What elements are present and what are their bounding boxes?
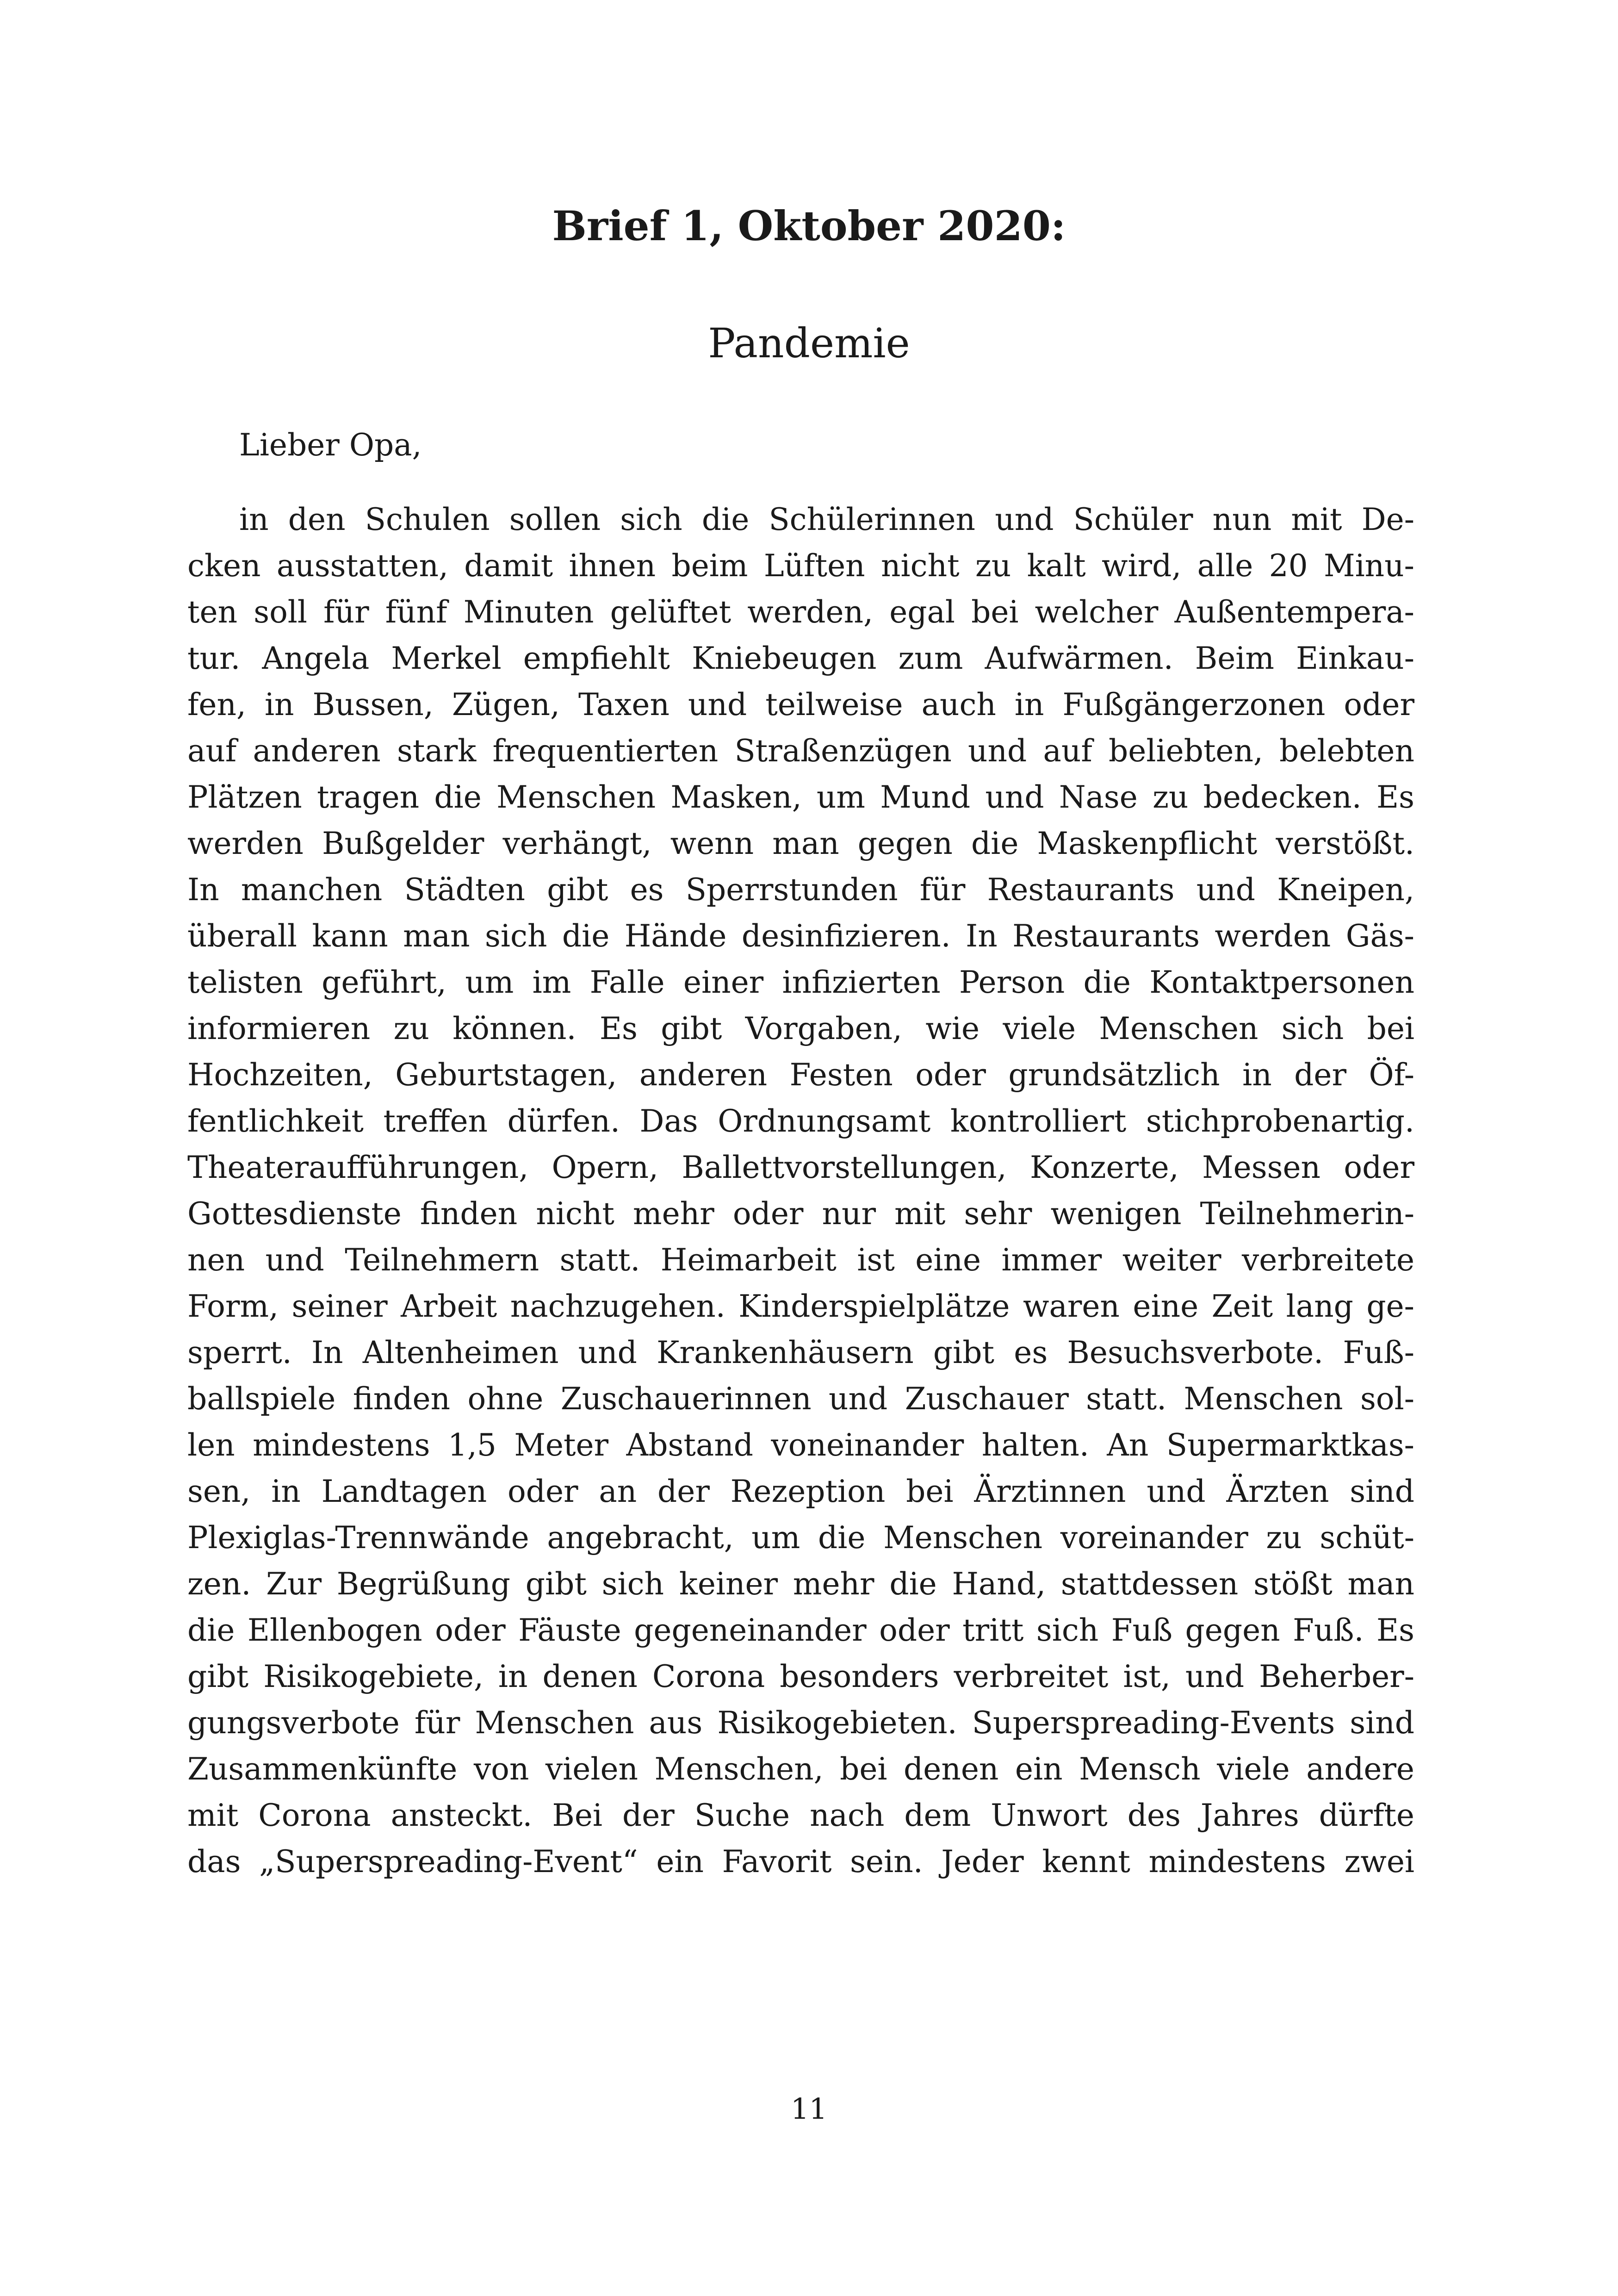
letter-subtitle: Pandemie xyxy=(708,319,910,367)
body-line: nen und Teilnehmern statt. Heimarbeit ist eine immer weiter verbreitete xyxy=(187,1242,1414,1278)
body-line: Plätzen tragen die Menschen Masken, um Mund und Nase zu bedecken. Es xyxy=(187,779,1414,815)
body-line: Gottesdienste finden nicht mehr oder nur mit sehr wenigen Teilnehmerin- xyxy=(187,1196,1414,1232)
body-line: die Ellenbogen oder Fäuste gegeneinander oder tritt sich Fuß gegen Fuß. Es xyxy=(187,1612,1414,1648)
body-line: in den Schulen sollen sich die Schülerinnen und Schüler nun mit De- xyxy=(239,502,1414,537)
salutation: Lieber Opa, xyxy=(239,427,422,463)
body-line: In manchen Städten gibt es Sperrstunden für Restaurants und Kneipen, xyxy=(187,872,1414,908)
body-line: sen, in Landtagen oder an der Rezeption bei Ärztinnen und Ärzten sind xyxy=(187,1474,1414,1509)
body-line: Theateraufführungen, Opern, Ballettvorstellungen, Konzerte, Messen oder xyxy=(187,1150,1414,1185)
body-line: tur. Angela Merkel empfiehlt Kniebeugen zum Aufwärmen. Beim Einkau- xyxy=(187,641,1414,676)
body-line: telisten geführt, um im Falle einer infizierten Person die Kontaktpersonen xyxy=(187,964,1414,1000)
body-line: cken ausstatten, damit ihnen beim Lüften nicht zu kalt wird, alle 20 Minu- xyxy=(187,548,1414,584)
body-line: zen. Zur Begrüßung gibt sich keiner mehr die Hand, stattdessen stößt man xyxy=(187,1566,1414,1602)
body-line: fentlichkeit treffen dürfen. Das Ordnungsamt kontrolliert stichprobenartig. xyxy=(187,1103,1414,1139)
body-line: ballspiele finden ohne Zuschauerinnen und Zuschauer statt. Menschen sol- xyxy=(187,1381,1414,1417)
body-line: gungsverbote für Menschen aus Risikogebieten. Superspreading-Events sind xyxy=(187,1705,1414,1741)
body-line: Plexiglas-Trennwände angebracht, um die Menschen voreinander zu schüt- xyxy=(187,1520,1414,1556)
body-paragraph xyxy=(187,497,1414,1885)
body-line: sperrt. In Altenheimen und Krankenhäusern gibt es Besuchsverbote. Fuß- xyxy=(187,1335,1414,1370)
body-line: gibt Risikogebiete, in denen Corona besonders verbreitet ist, und Beherber- xyxy=(187,1659,1414,1694)
letter-title: Brief 1, Oktober 2020: xyxy=(552,202,1066,250)
body-line: das „Superspreading-Event“ ein Favorit sein. Jeder kennt mindestens zwei xyxy=(187,1844,1414,1879)
body-line: len mindestens 1,5 Meter Abstand voneinander halten. An Supermarktkas- xyxy=(187,1427,1414,1463)
page-number: 11 xyxy=(791,2092,827,2126)
body-line: auf anderen stark frequentierten Straßenzügen und auf beliebten, belebten xyxy=(187,733,1414,769)
body-line: überall kann man sich die Hände desinfizieren. In Restaurants werden Gäs- xyxy=(187,918,1414,954)
body-line: werden Bußgelder verhängt, wenn man gegen die Maskenpflicht verstößt. xyxy=(187,826,1414,861)
body-line: mit Corona ansteckt. Bei der Suche nach dem Unwort des Jahres dürfte xyxy=(187,1798,1414,1833)
body-line: Zusammenkünfte von vielen Menschen, bei denen ein Mensch viele andere xyxy=(187,1751,1414,1787)
body-line: fen, in Bussen, Zügen, Taxen und teilweise auch in Fußgängerzonen oder xyxy=(187,687,1414,722)
body-line: Form, seiner Arbeit nachzugehen. Kinderspielplätze waren eine Zeit lang ge- xyxy=(187,1288,1414,1324)
body-line: ten soll für fünf Minuten gelüftet werden, egal bei welcher Außentempera- xyxy=(187,594,1414,630)
body-line: Hochzeiten, Geburtstagen, anderen Festen oder grundsätzlich in der Öf- xyxy=(187,1057,1414,1093)
body-line: informieren zu können. Es gibt Vorgaben, wie viele Menschen sich bei xyxy=(187,1011,1414,1046)
